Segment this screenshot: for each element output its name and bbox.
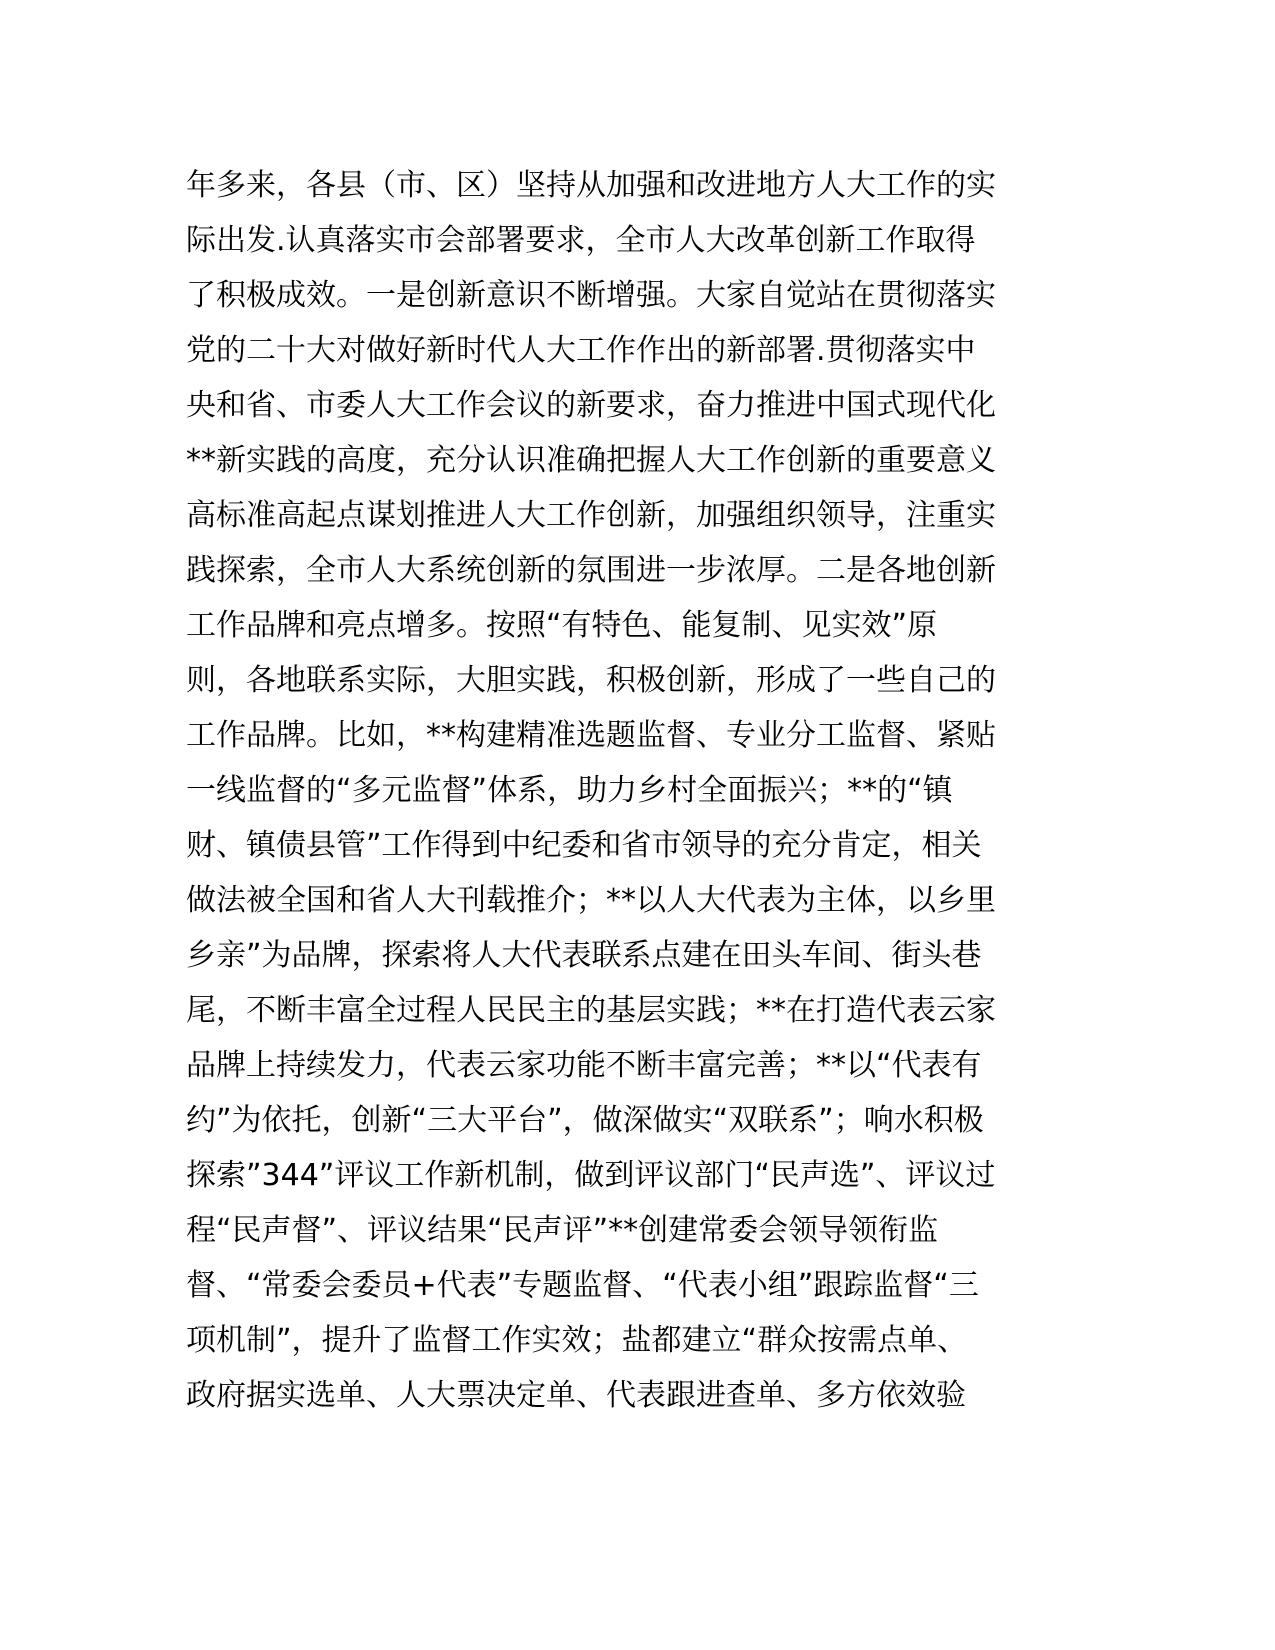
text-line: 尾，不断丰富全过程人民民主的基层实践；**在打造代表云家 <box>186 993 996 1028</box>
text-line: 了积极成效。一是创新意识不断增强。大家自觉站在贯彻落实 <box>186 278 996 313</box>
text-line: 程“民声督”、评议结果“民声评”**创建常委会领导领衔监 <box>186 1213 939 1248</box>
text-line: 践探索，全市人大系统创新的氛围进一步浓厚。二是各地创新 <box>186 553 996 588</box>
text-line: 央和省、市委人大工作会议的新要求，奋力推进中国式现代化 <box>186 388 996 423</box>
text-line: 工作品牌和亮点增多。按照“有特色、能复制、见实效”原 <box>186 608 938 643</box>
text-line: 品牌上持续发力，代表云家功能不断丰富完善；**以“代表有 <box>186 1048 982 1083</box>
text-line: 探索”344”评议工作新机制，做到评议部门“民声选”、评议过 <box>186 1158 996 1193</box>
text-line: 政府据实选单、人大票决定单、代表跟进查单、多方依效验 <box>186 1378 966 1413</box>
text-line: 际出发.认真落实市会部署要求，全市人大改革创新工作取得 <box>186 223 976 258</box>
text-line: 则，各地联系实际，大胆实践，积极创新，形成了一些自己的 <box>186 663 996 698</box>
text-line: 乡亲”为品牌，探索将人大代表联系点建在田头车间、街头巷 <box>186 938 982 973</box>
text-line: 督、“常委会委员+代表”专题监督、“代表小组”跟踪监督“三 <box>186 1268 979 1303</box>
text-line: 高标准高起点谋划推进人大工作创新，加强组织领导，注重实 <box>186 498 996 533</box>
text-line: 约”为依托，创新“三大平台”，做深做实“双联系”；响水积极 <box>186 1103 984 1138</box>
text-line: 一线监督的“多元监督”体系，助力乡村全面振兴；**的“镇 <box>186 773 953 808</box>
text-line: 项机制”，提升了监督工作实效；盐都建立“群众按需点单、 <box>186 1323 968 1358</box>
text-line: 党的二十大对做好新时代人大工作作出的新部署.贯彻落实中 <box>186 333 976 368</box>
text-line: 年多来，各县（市、区）坚持从加强和改进地方人大工作的实 <box>186 168 996 203</box>
text-line: **新实践的高度，充分认识准确把握人大工作创新的重要意义 <box>186 443 996 478</box>
text-line: 工作品牌。比如，**构建精准选题监督、专业分工监督、紧贴 <box>186 718 996 753</box>
text-line: 做法被全国和省人大刊载推介；**以人大代表为主体，以乡里 <box>186 883 996 918</box>
text-line: 财、镇债县管”工作得到中纪委和省市领导的充分肯定，相关 <box>186 828 982 863</box>
body-paragraph <box>186 158 1106 1423</box>
